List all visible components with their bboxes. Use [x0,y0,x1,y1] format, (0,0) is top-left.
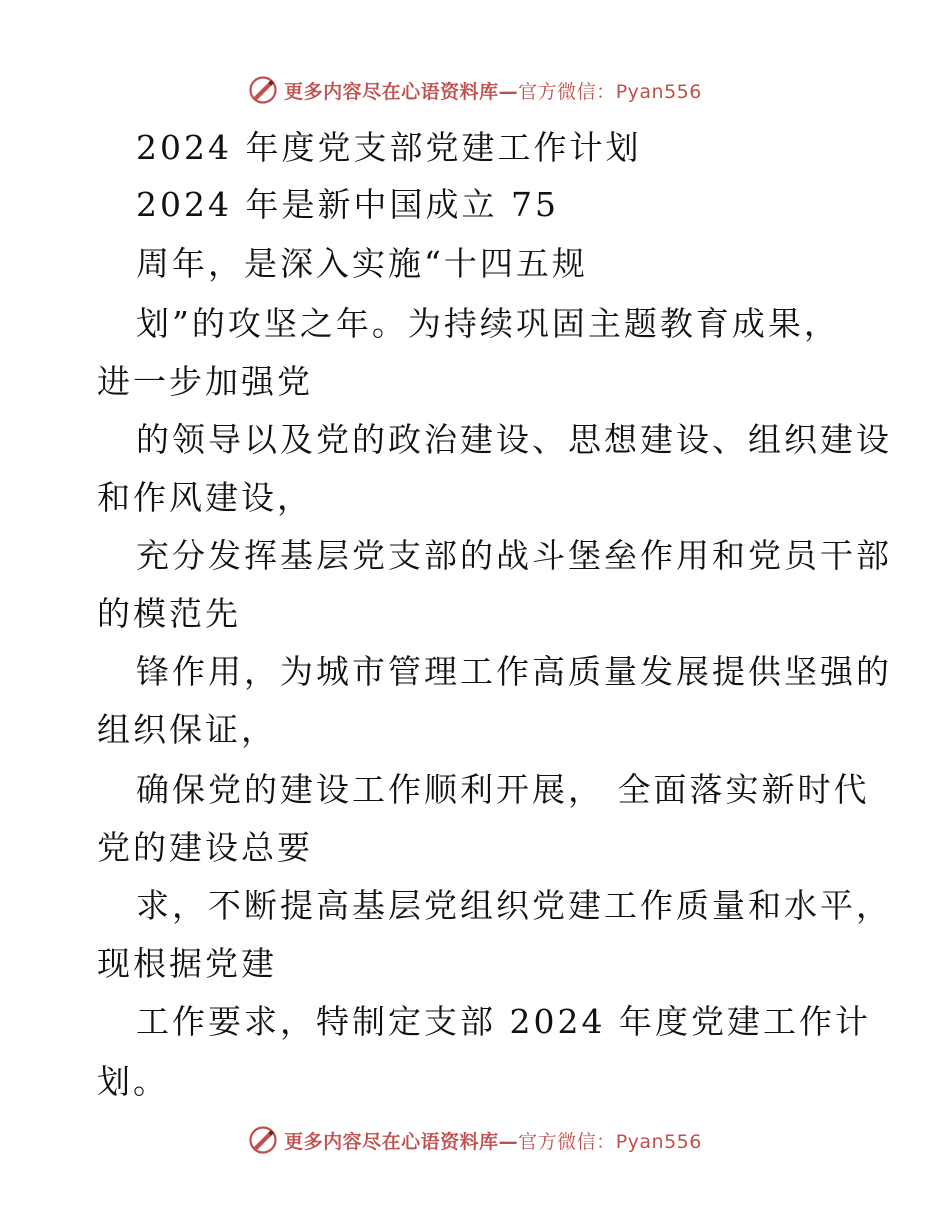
paragraph-line: 的模范先 [97,594,241,633]
paragraph-line: 和作风建设， [97,478,313,517]
paragraph-line: 划”的攻坚之年。为持续巩固主题教育成果， [136,304,840,343]
paragraph-line: 周年，是深入实施“十四五规 [136,244,588,283]
paragraph-line: 党的建设总要 [97,828,313,867]
paragraph-line: 锋作用，为城市管理工作高质量发展提供坚强的 [136,652,892,691]
paragraph-line: 的领导以及党的政治建设、思想建设、组织建设 [136,420,892,459]
banner-wechat-label: 官方微信： [518,80,616,103]
banner-wechat-id: Pyan556 [615,80,702,103]
banner-wechat-id: Pyan556 [615,1130,702,1153]
paragraph-line: 划。 [97,1062,169,1101]
paragraph-line: 求，不断提高基层党组织党建工作质量和水平， [136,886,892,925]
pen-seal-logo-icon [248,1125,278,1155]
paragraph-line: 确保党的建设工作顺利开展， 全面落实新时代 [136,770,870,809]
paragraph-line: 工作要求，特制定支部 2024 年度党建工作计 [136,1002,871,1041]
footer-banner [0,1122,950,1158]
banner-title: 更多内容尽在心语资料库— [284,80,519,103]
paragraph-line: 充分发挥基层党支部的战斗堡垒作用和党员干部 [136,536,892,575]
paragraph-line: 现根据党建 [97,944,277,983]
paragraph-line: 2024 年是新中国成立 75 [136,185,559,224]
paragraph-line: 进一步加强党 [97,362,313,401]
paragraph-line: 组织保证， [97,710,277,749]
document-title: 2024 年度党支部党建工作计划 [136,128,642,167]
banner-wechat-label: 官方微信： [518,1130,616,1153]
banner-title: 更多内容尽在心语资料库— [284,1130,519,1153]
